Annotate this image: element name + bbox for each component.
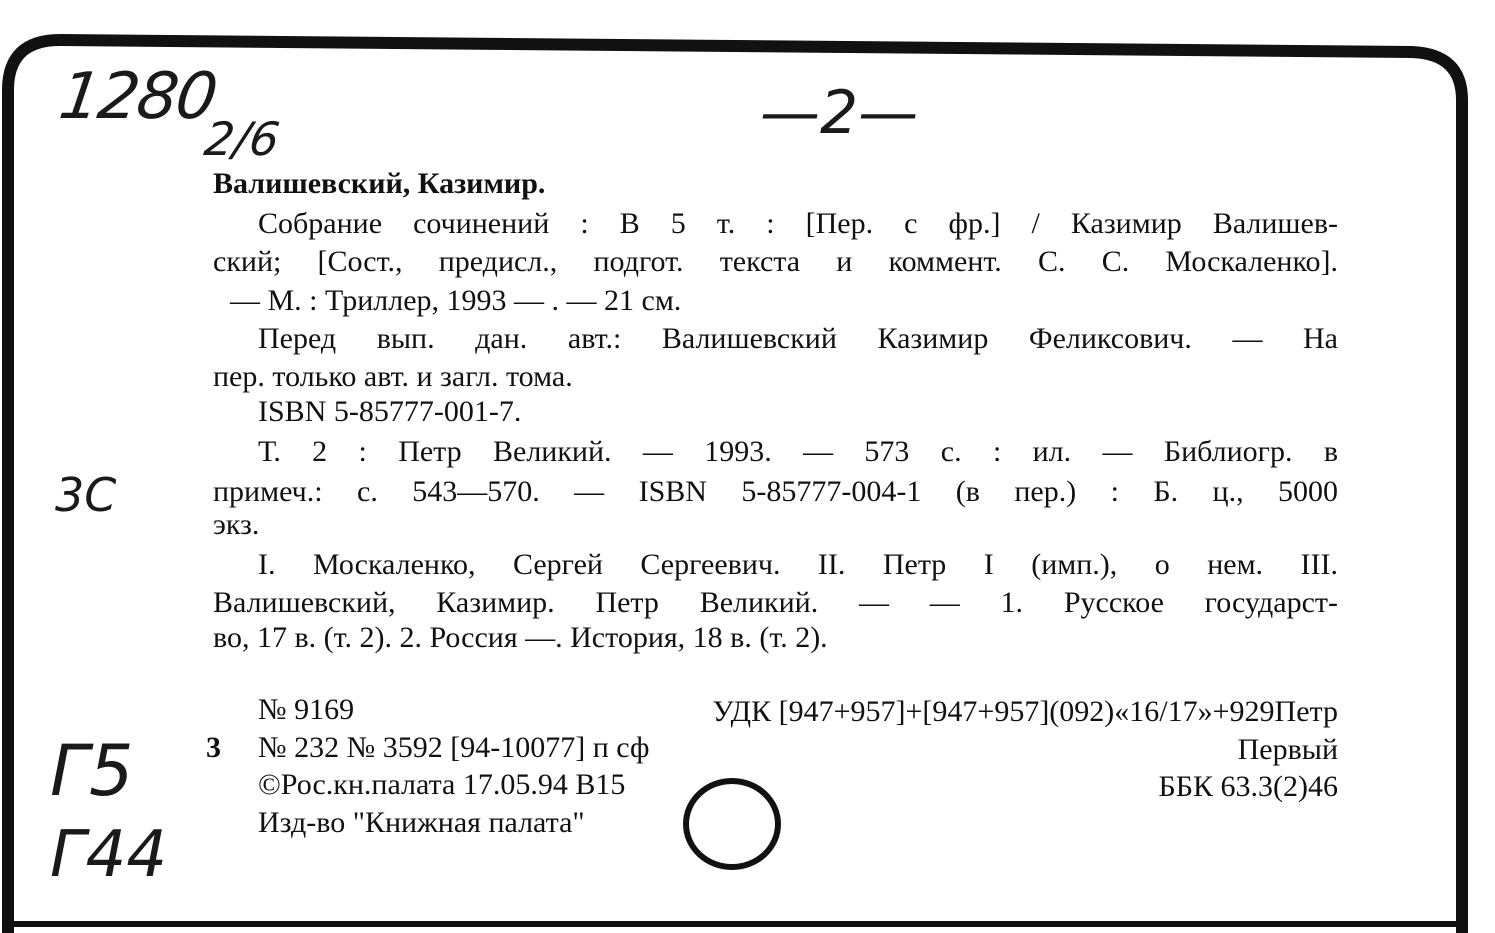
isbn-set: ISBN 5-85777-001-7. — [258, 395, 522, 428]
copyright-line: ©Рос.кн.палата 17.05.94 В15 — [258, 768, 626, 801]
record-number: № 9169 — [258, 693, 355, 726]
handwritten-call-fraction: 2/6 — [201, 112, 283, 166]
subject-line-1: I. Москаленко, Сергей Сергеевич. II. Петр I (имп.), о нем. III. — [258, 548, 1338, 581]
handwritten-mark-3c: 3С — [55, 468, 117, 522]
punch-hole — [683, 778, 781, 870]
title-line-3: — М. : Триллер, 1993 — . — 21 см. — [230, 284, 682, 317]
volume-line-2: примеч.: с. 543—570. — ISBN 5-85777-004-1 (в пер.) : Б. ц., 5000 — [213, 475, 1338, 508]
entry-heading: Валишевский, Казимир. — [213, 167, 546, 200]
subject-line-3: во, 17 в. (т. 2). 2. Россия —. История, 18 в. (т. 2). — [213, 621, 828, 654]
handwritten-call-number: 1280 — [54, 60, 221, 134]
volume-line-3: экз. — [213, 508, 260, 541]
handwritten-volume-mark: —2— — [760, 78, 919, 148]
title-line-1: Собрание сочинений : В 5 т. : [Пер. с фр.] / Казимир Валишев- — [258, 207, 1338, 240]
note-line-1: Перед вып. дан. авт.: Валишевский Казимир Феликсович. — На — [258, 322, 1338, 355]
publisher-line: Изд-во "Книжная палата" — [258, 806, 585, 839]
copy-number: 3 — [206, 731, 221, 764]
bbk-code: ББК 63.3(2)46 — [1158, 770, 1338, 803]
udk-code: УДК [947+957]+[947+957](092)«16/17»+929Петр — [712, 695, 1338, 728]
handwritten-mark-g5: Г5 — [50, 730, 134, 812]
first-label: Первый — [1237, 733, 1338, 766]
volume-line-1: Т. 2 : Петр Великий. — 1993. — 573 с. : ил. — Библиогр. в — [258, 435, 1338, 468]
title-line-2: ский; [Сост., предисл., подгот. текста и коммент. С. С. Москаленко]. — [213, 245, 1338, 278]
note-line-2: пер. только авт. и загл. тома. — [213, 360, 573, 393]
order-number: № 232 № 3592 [94-10077] п сф — [258, 731, 650, 764]
handwritten-mark-g44: Г44 — [50, 818, 168, 892]
subject-line-2: Валишевский, Казимир. Петр Великий. — — 1. Русское государст- — [213, 586, 1338, 619]
